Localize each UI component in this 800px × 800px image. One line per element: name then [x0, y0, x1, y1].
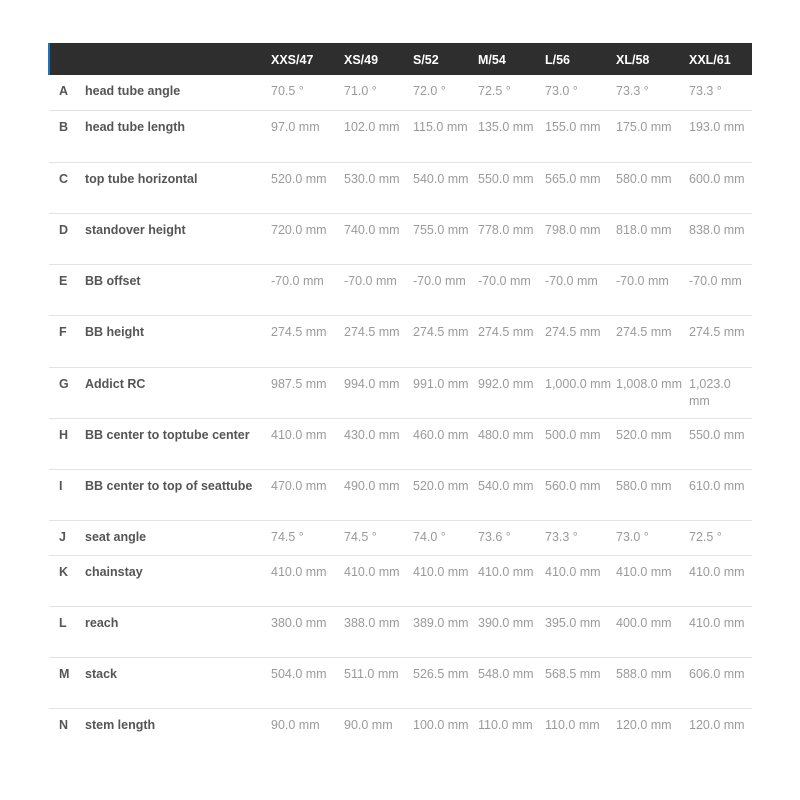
- value-cell: -70.0 mm: [344, 273, 397, 288]
- value-cell: 175.0 mm: [616, 119, 672, 134]
- value-cell: 460.0 mm: [413, 427, 469, 442]
- value-cell: 155.0 mm: [545, 119, 601, 134]
- value-cell: 395.0 mm: [545, 615, 601, 630]
- value-cell: 520.0 mm: [413, 478, 469, 493]
- value-cell: 504.0 mm: [271, 666, 327, 681]
- value-cell: 548.0 mm: [478, 666, 534, 681]
- value-cell: 410.0 mm: [413, 564, 469, 579]
- value-cell: 410.0 mm: [616, 564, 672, 579]
- value-cell: 70.5 °: [271, 84, 304, 98]
- value-cell: 410.0 mm: [545, 564, 601, 579]
- value-cell: 410.0 mm: [478, 564, 534, 579]
- value-cell: 410.0 mm: [271, 427, 327, 442]
- table-row: [49, 315, 752, 367]
- value-cell: 1,000.0 mm: [545, 376, 612, 391]
- value-cell: 470.0 mm: [271, 478, 327, 493]
- value-cell: 274.5 mm: [413, 324, 469, 339]
- value-cell: 530.0 mm: [344, 171, 400, 186]
- row-letter: H: [59, 427, 69, 442]
- table-row: [49, 367, 752, 418]
- value-cell: 193.0 mm: [689, 119, 745, 134]
- value-cell: 72.5 °: [478, 84, 511, 98]
- table-row: [49, 520, 752, 555]
- value-cell: 410.0 mm: [344, 564, 400, 579]
- value-cell: 480.0 mm: [478, 427, 534, 442]
- value-cell: 274.5 mm: [271, 324, 327, 339]
- value-cell: 90.0 mm: [344, 717, 393, 732]
- row-letter: N: [59, 717, 69, 732]
- value-cell: 274.5 mm: [545, 324, 601, 339]
- value-cell: -70.0 mm: [413, 273, 466, 288]
- row-letter: M: [59, 666, 70, 681]
- row-label: stem length: [85, 717, 156, 732]
- table-row: [49, 555, 752, 606]
- value-cell: 74.5 °: [344, 529, 377, 544]
- row-label: Addict RC: [85, 376, 146, 391]
- value-cell: 798.0 mm: [545, 222, 601, 237]
- value-cell: 610.0 mm: [689, 478, 745, 493]
- value-cell: 73.0 °: [545, 84, 578, 98]
- header-row: [49, 43, 752, 75]
- value-cell: 588.0 mm: [616, 666, 672, 681]
- row-letter: E: [59, 273, 68, 288]
- value-cell: 818.0 mm: [616, 222, 672, 237]
- value-cell: 90.0 mm: [271, 717, 320, 732]
- table-row: [49, 606, 752, 657]
- row-label: head tube angle: [85, 84, 181, 98]
- value-cell: 606.0 mm: [689, 666, 745, 681]
- size-header: XXL/61: [689, 53, 731, 67]
- table-row: [49, 657, 752, 708]
- value-cell: 511.0 mm: [344, 666, 399, 681]
- value-cell: 540.0 mm: [478, 478, 534, 493]
- size-header: XXS/47: [271, 53, 314, 67]
- value-cell: 74.0 °: [413, 529, 446, 544]
- value-cell: -70.0 mm: [616, 273, 669, 288]
- value-cell: 73.6 °: [478, 529, 511, 544]
- row-label: BB center to top of seattube: [85, 478, 253, 493]
- value-cell: 560.0 mm: [545, 478, 601, 493]
- value-cell: 540.0 mm: [413, 171, 469, 186]
- value-cell: 100.0 mm: [413, 717, 469, 732]
- value-cell: 410.0 mm: [689, 564, 745, 579]
- value-cell: 410.0 mm: [689, 615, 745, 630]
- value-cell: 390.0 mm: [478, 615, 534, 630]
- value-cell: 580.0 mm: [616, 171, 672, 186]
- value-cell: 987.5 mm: [271, 376, 327, 391]
- value-cell: 73.0 °: [616, 529, 649, 544]
- value-cell: 778.0 mm: [478, 222, 534, 237]
- value-cell: 520.0 mm: [271, 171, 327, 186]
- row-letter: F: [59, 324, 67, 339]
- row-letter: I: [59, 478, 63, 493]
- value-cell: 274.5 mm: [478, 324, 534, 339]
- value-cell: 430.0 mm: [344, 427, 400, 442]
- table-row: [49, 162, 752, 213]
- value-cell: 274.5 mm: [689, 324, 745, 339]
- row-label: BB offset: [85, 273, 141, 288]
- value-cell: 500.0 mm: [545, 427, 601, 442]
- value-cell: 388.0 mm: [344, 615, 400, 630]
- value-cell: 1,008.0 mm: [616, 376, 683, 391]
- value-cell: 389.0 mm: [413, 615, 469, 630]
- value-cell: 720.0 mm: [271, 222, 327, 237]
- value-cell: 490.0 mm: [344, 478, 400, 493]
- header-letter-cell: [49, 43, 85, 75]
- row-label: BB center to toptube center: [85, 427, 250, 442]
- header-label-cell: [85, 43, 271, 75]
- table-row: [49, 213, 752, 264]
- row-label: chainstay: [85, 564, 143, 579]
- value-cell: 992.0 mm: [478, 376, 534, 391]
- value-cell: 526.5 mm: [413, 666, 469, 681]
- value-cell: 120.0 mm: [689, 717, 745, 732]
- row-letter: B: [59, 119, 69, 134]
- value-cell: 740.0 mm: [344, 222, 400, 237]
- value-cell: 73.3 °: [545, 529, 578, 544]
- value-cell: 73.3 °: [689, 84, 722, 98]
- value-cell: -70.0 mm: [545, 273, 598, 288]
- value-cell: 380.0 mm: [271, 615, 327, 630]
- value-cell: 838.0 mm: [689, 222, 745, 237]
- value-cell: 110.0 mm: [478, 717, 533, 732]
- value-cell: 274.5 mm: [616, 324, 672, 339]
- value-cell: 568.5 mm: [545, 666, 601, 681]
- table-row: [49, 110, 752, 162]
- value-cell: 565.0 mm: [545, 171, 601, 186]
- row-letter: J: [59, 529, 66, 544]
- row-label: seat angle: [85, 529, 147, 544]
- value-cell: 97.0 mm: [271, 119, 320, 134]
- size-header: XS/49: [344, 53, 379, 67]
- row-label: stack: [85, 666, 117, 681]
- table-row: [49, 75, 752, 110]
- value-cell: 120.0 mm: [616, 717, 672, 732]
- value-cell: 400.0 mm: [616, 615, 672, 630]
- table-row: [49, 469, 752, 520]
- value-cell: 71.0 °: [344, 84, 377, 98]
- value-cell: 1,023.0 mm: [689, 376, 731, 408]
- value-cell: 991.0 mm: [413, 376, 469, 391]
- value-cell: 74.5 °: [271, 529, 304, 544]
- row-label: reach: [85, 615, 119, 630]
- table-row: [49, 418, 752, 469]
- value-cell: 72.5 °: [689, 529, 722, 544]
- value-cell: 520.0 mm: [616, 427, 672, 442]
- value-cell: -70.0 mm: [689, 273, 742, 288]
- size-header: XL/58: [616, 53, 650, 67]
- geometry-table: [48, 43, 752, 759]
- value-cell: 755.0 mm: [413, 222, 469, 237]
- value-cell: 102.0 mm: [344, 119, 400, 134]
- value-cell: 274.5 mm: [344, 324, 400, 339]
- value-cell: 73.3 °: [616, 84, 649, 98]
- value-cell: 110.0 mm: [545, 717, 600, 732]
- size-header: L/56: [545, 53, 571, 67]
- value-cell: 135.0 mm: [478, 119, 534, 134]
- value-cell: 72.0 °: [413, 84, 446, 98]
- row-letter: K: [59, 564, 69, 579]
- row-letter: C: [59, 171, 69, 186]
- row-letter: G: [59, 376, 69, 391]
- row-letter: A: [59, 84, 69, 98]
- table-row: [49, 708, 752, 759]
- value-cell: 550.0 mm: [689, 427, 745, 442]
- table-row: [49, 264, 752, 315]
- row-label: head tube length: [85, 119, 185, 134]
- row-letter: L: [59, 615, 67, 630]
- value-cell: 410.0 mm: [271, 564, 327, 579]
- row-label: BB height: [85, 324, 145, 339]
- size-header: S/52: [413, 53, 439, 67]
- row-label: standover height: [85, 222, 186, 237]
- row-label: top tube horizontal: [85, 171, 198, 186]
- value-cell: -70.0 mm: [478, 273, 531, 288]
- value-cell: 994.0 mm: [344, 376, 400, 391]
- size-header: M/54: [478, 53, 506, 67]
- value-cell: -70.0 mm: [271, 273, 324, 288]
- row-letter: D: [59, 222, 69, 237]
- value-cell: 550.0 mm: [478, 171, 534, 186]
- value-cell: 600.0 mm: [689, 171, 745, 186]
- value-cell: 580.0 mm: [616, 478, 672, 493]
- value-cell: 115.0 mm: [413, 119, 468, 134]
